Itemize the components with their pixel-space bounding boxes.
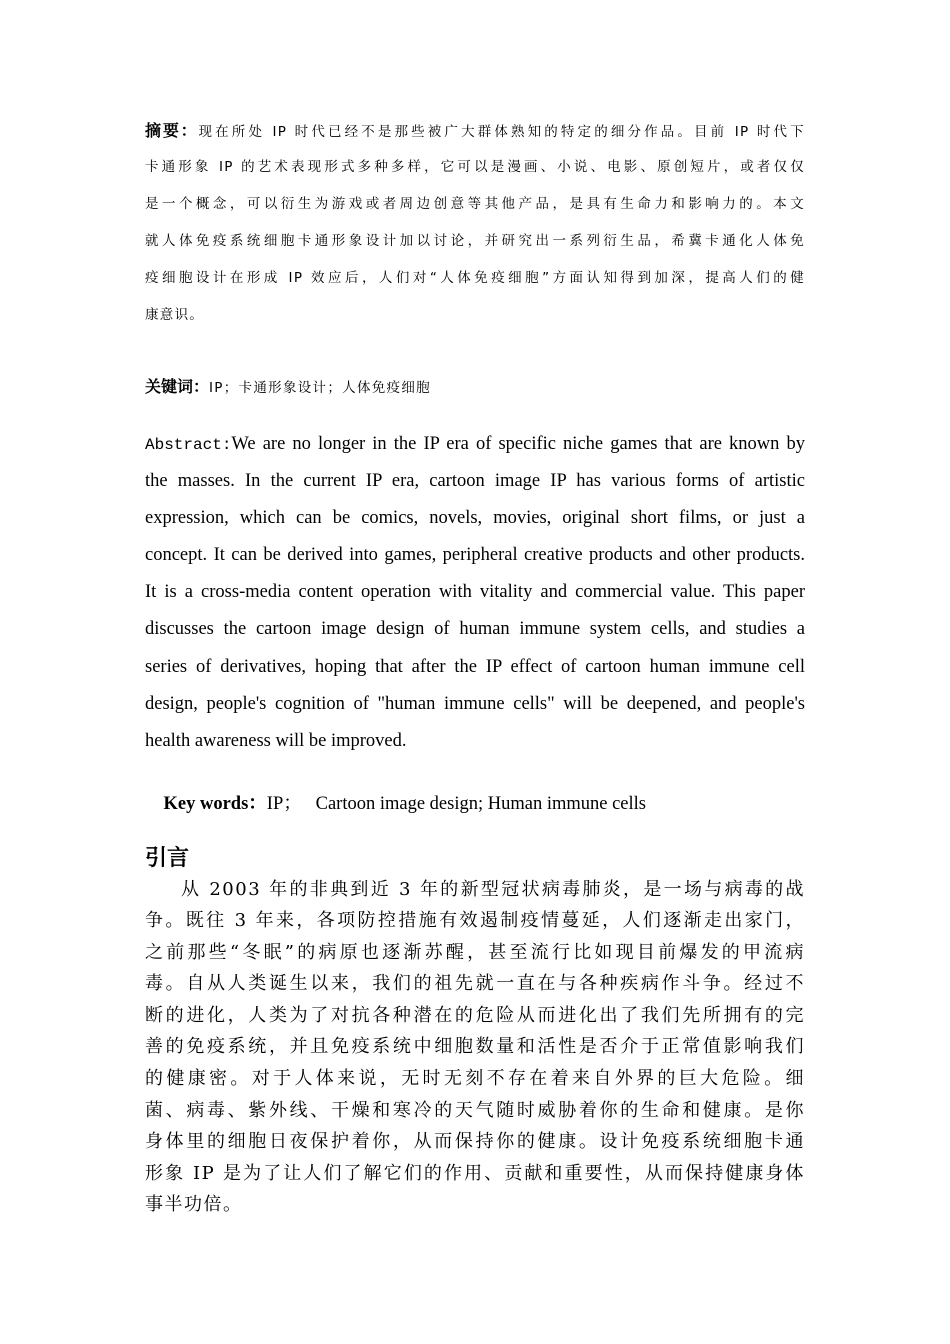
keywords-cn-label: 关键词： [145, 377, 210, 396]
abstract-cn-line-1: 摘要：现在所处 IP 时代已经不是那些被广大群体熟知的特定的细分作品。目前 IP 时代下 [145, 121, 805, 140]
abstract-en-line-7: series of derivatives, hoping that after the IP effect of cartoon human immune cell [145, 657, 805, 677]
intro-line-7: 的健康密。对于人体来说，无时无刻不存在着来自外界的巨大危险。细 [145, 1068, 805, 1089]
section-heading-introduction: 引言 [145, 846, 190, 871]
abstract-en-label: Abstract: [145, 436, 232, 454]
keywords-en [145, 768, 805, 836]
intro-line-1: 从 2003 年的非典到近 3 年的新型冠状病毒肺炎，是一场与病毒的战 [181, 879, 805, 900]
intro-line-9: 身体里的细胞日夜保护着你，从而保持你的健康。设计免疫系统细胞卡通 [145, 1131, 805, 1152]
keywords-cn [145, 374, 805, 397]
abstract-en-line-1: Abstract:We are no longer in the IP era of specific niche games that are known by [145, 434, 805, 454]
abstract-cn-label: 摘要： [145, 121, 199, 140]
keywords-en-value: IP； Cartoon image design; Human immune cells [266, 794, 646, 814]
intro-line-10: 形象 IP 是为了让人们了解它们的作用、贡献和重要性，从而保持健康身体 [145, 1163, 805, 1184]
abstract-cn-line-3: 是一个概念，可以衍生为游戏或者周边创意等其他产品，是具有生命力和影响力的。本文 [145, 196, 805, 212]
intro-line-4: 毒。自从人类诞生以来，我们的祖先就一直在与各种疾病作斗争。经过不 [145, 973, 805, 994]
intro-line-8: 菌、病毒、紫外线、干燥和寒冷的天气随时威胁着你的生命和健康。是你 [145, 1100, 805, 1121]
abstract-cn-line-4: 就人体免疫系统细胞卡通形象设计加以讨论，并研究出一系列衍生品，希冀卡通化人体免 [145, 233, 805, 249]
intro-line-5: 断的进化，人类为了对抗各种潜在的危险从而进化出了我们先所拥有的完 [145, 1005, 805, 1026]
abstract-en-line-5: It is a cross-media content operation with vitality and commercial value. This paper [145, 582, 805, 602]
intro-line-2: 争。既往 3 年来，各项防控措施有效遏制疫情蔓延，人们逐渐走出家门， [145, 910, 805, 931]
abstract-en-line-3: expression, which can be comics, novels, movies, original short films, or just a [145, 508, 805, 528]
abstract-en-line-2: the masses. In the current IP era, cartoon image IP has various forms of artistic [145, 471, 805, 491]
abstract-cn-line-6: 康意识。 [145, 307, 205, 323]
keywords-cn-value: IP；卡通形象设计；人体免疫细胞 [209, 380, 431, 396]
intro-line-3: 之前那些“冬眠”的病原也逐渐苏醒，甚至流行比如现目前爆发的甲流病 [145, 942, 805, 963]
abstract-en-line-9: health awareness will be improved. [145, 731, 407, 751]
abstract-cn-line-2: 卡通形象 IP 的艺术表现形式多种多样，它可以是漫画、小说、电影、原创短片，或者仅仅 [145, 159, 805, 175]
abstract-en-line-8: design, people's cognition of "human immune cells" will be deepened, and people's [145, 694, 805, 714]
intro-line-11: 事半功倍。 [145, 1194, 243, 1215]
abstract-en-line-4: concept. It can be derived into games, peripheral creative products and other products. [145, 545, 805, 565]
intro-line-6: 善的免疫系统，并且免疫系统中细胞数量和活性是否介于正常值影响我们 [145, 1036, 805, 1057]
abstract-en-line-6: discusses the cartoon image design of human immune system cells, and studies a [145, 619, 805, 639]
keywords-en-label: Key words： [163, 794, 267, 814]
abstract-cn-line-5: 疫细胞设计在形成 IP 效应后，人们对“人体免疫细胞”方面认知得到加深，提高人们的健 [145, 270, 805, 286]
